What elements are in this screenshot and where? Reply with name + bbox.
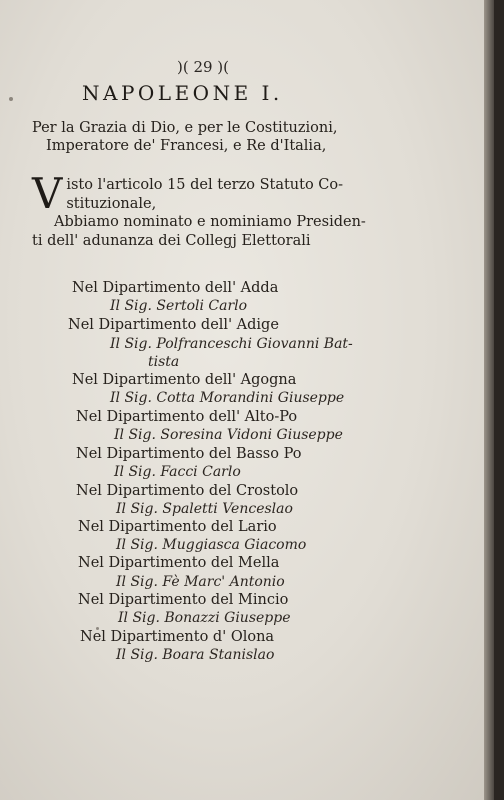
drop-cap: V <box>32 169 63 218</box>
department-name: Nel Dipartimento del Mincio <box>78 592 289 608</box>
president-name: Il Sig. Cotta Morandini Giuseppe <box>110 390 345 406</box>
preamble-line: Imperatore de' Francesi, e Re d'Italia, <box>46 138 327 154</box>
decree-line: Abbiamo nominato e nominiamo Presiden- <box>54 214 366 230</box>
department-name: Nel Dipartimento d' Olona <box>80 629 275 645</box>
president-name: Il Sig. Sertoli Carlo <box>110 298 248 314</box>
department-name: Nel Dipartimento del Mella <box>78 555 280 571</box>
decree-line: isto l'articolo 15 del terzo Statuto Co- <box>66 177 344 193</box>
president-name: Il Sig. Soresina Vidoni Giuseppe <box>114 427 343 443</box>
ink-spot <box>9 97 13 101</box>
president-name: Il Sig. Polfranceschi Giovanni Bat- <box>110 336 353 352</box>
president-name: Il Sig. Muggiasca Giacomo <box>116 537 307 553</box>
department-name: Nel Dipartimento dell' Adige <box>68 317 279 333</box>
department-name: Nel Dipartimento dell' Agogna <box>72 372 297 388</box>
department-name: Nel Dipartimento del Lario <box>78 519 277 535</box>
page-number: )( 29 )( <box>176 58 230 76</box>
page-title: NAPOLEONE I. <box>82 81 283 105</box>
department-name: Nel Dipartimento dell' Alto-Po <box>76 409 298 425</box>
department-name: Nel Dipartimento del Crostolo <box>76 483 299 499</box>
president-name: Il Sig. Facci Carlo <box>114 464 241 480</box>
president-name: Il Sig. Boara Stanislao <box>116 647 275 663</box>
president-name-continued: tista <box>148 354 180 370</box>
preamble-line: Per la Grazia di Dio, e per le Costituzioni, <box>32 120 338 136</box>
department-name: Nel Dipartimento dell' Adda <box>72 280 279 296</box>
decree-line: stituzionale, <box>66 195 157 212</box>
book-binding-edge <box>484 0 494 800</box>
decree-paragraph <box>32 169 392 250</box>
department-name: Nel Dipartimento del Basso Po <box>76 446 302 462</box>
president-name: Il Sig. Fè Marc' Antonio <box>116 574 285 590</box>
president-name: Il Sig. Spaletti Venceslao <box>116 501 293 517</box>
president-name: Il Sig. Bonazzi Giuseppe <box>118 610 291 626</box>
decree-line: ti dell' adunanza dei Collegj Elettorali <box>32 232 311 249</box>
preamble <box>32 119 412 155</box>
